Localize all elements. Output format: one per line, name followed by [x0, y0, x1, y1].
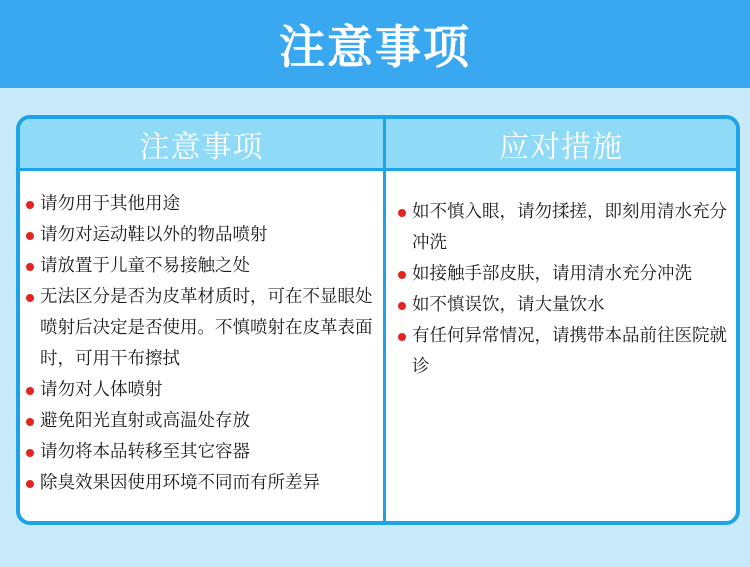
- red-dot-icon: [398, 209, 406, 217]
- list-item: [26, 282, 377, 375]
- precautions-heading: 注意事项: [20, 119, 383, 171]
- item-text: 有任何异常情况，请携带本品前往医院就诊: [412, 326, 727, 377]
- red-dot-icon: [26, 294, 34, 302]
- list-item: [398, 259, 730, 290]
- red-dot-icon: [26, 387, 34, 395]
- precautions-column: [20, 119, 386, 521]
- precautions-list: [20, 171, 383, 499]
- item-text: 避免阳光直射或高温处存放: [40, 411, 250, 431]
- list-item: [398, 321, 730, 383]
- red-dot-icon: [26, 201, 34, 209]
- title-banner: [0, 0, 750, 88]
- item-text: 如接触手部皮肤，请用清水充分冲洗: [412, 264, 692, 284]
- list-item: [26, 375, 377, 406]
- info-table: [16, 115, 740, 525]
- red-dot-icon: [398, 333, 406, 341]
- item-text: 无法区分是否为皮革材质时，可在不显眼处喷射后决定是否使用。不慎喷射在皮革表面时，可用干布擦拭: [40, 287, 373, 369]
- item-text: 请勿用于其他用途: [40, 194, 180, 214]
- item-text: 除臭效果因使用环境不同而有所差异: [40, 473, 320, 493]
- item-text: 请勿对运动鞋以外的物品喷射: [40, 225, 268, 245]
- list-item: [398, 290, 730, 321]
- item-text: 请放置于儿童不易接触之处: [40, 256, 250, 276]
- list-item: [26, 251, 377, 282]
- list-item: [26, 406, 377, 437]
- red-dot-icon: [398, 271, 406, 279]
- list-item: [398, 197, 730, 259]
- red-dot-icon: [26, 418, 34, 426]
- countermeasures-column: [386, 119, 736, 521]
- red-dot-icon: [26, 263, 34, 271]
- red-dot-icon: [26, 480, 34, 488]
- red-dot-icon: [398, 302, 406, 310]
- list-item: [26, 220, 377, 251]
- banner-title: 注意事项: [279, 20, 471, 74]
- item-text: 请勿将本品转移至其它容器: [40, 442, 250, 462]
- red-dot-icon: [26, 232, 34, 240]
- list-item: [26, 468, 377, 499]
- countermeasures-list: [386, 171, 736, 383]
- list-item: [26, 437, 377, 468]
- item-text: 如不慎入眼，请勿揉搓，即刻用清水充分冲洗: [412, 202, 727, 253]
- red-dot-icon: [26, 449, 34, 457]
- item-text: 如不慎误饮，请大量饮水: [412, 295, 605, 315]
- list-item: [26, 189, 377, 220]
- countermeasures-heading: 应对措施: [386, 119, 736, 171]
- item-text: 请勿对人体喷射: [40, 380, 163, 400]
